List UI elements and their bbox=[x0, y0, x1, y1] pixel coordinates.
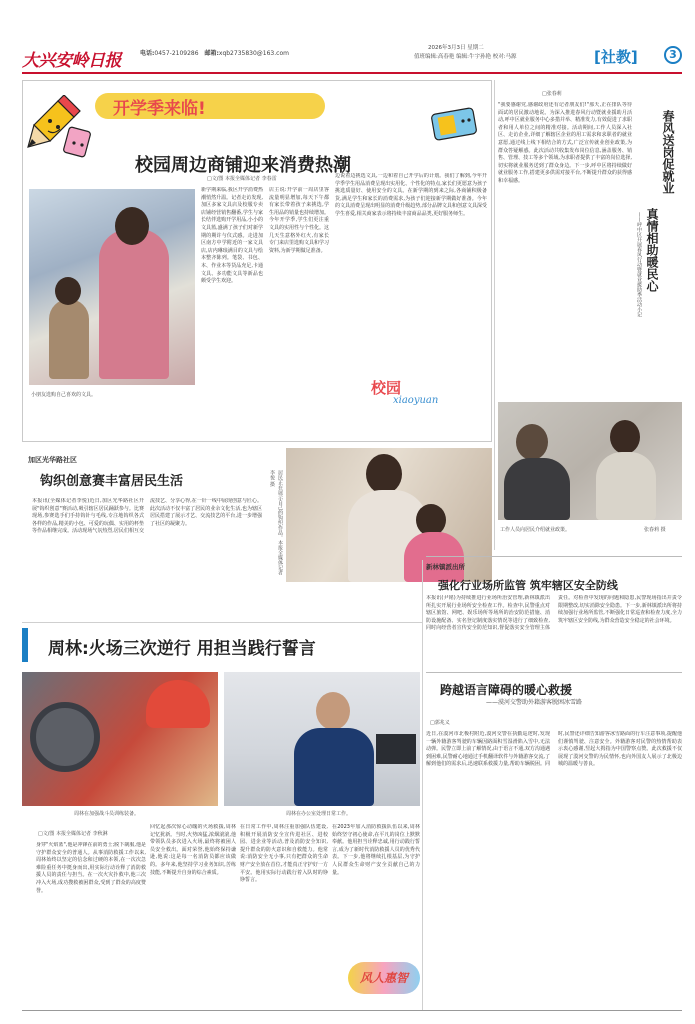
article-byline: □郭兆义 bbox=[430, 720, 450, 726]
phone-number: 0457-2109286 bbox=[154, 50, 199, 57]
article-headline: 钩织创意赛丰富居民生活 bbox=[40, 474, 184, 489]
section-divider bbox=[22, 622, 422, 623]
email-address: xqb2735830@163.com bbox=[218, 50, 289, 57]
article-subtitle: ——呼中区开展春风行动暨就业援助季活动小记 bbox=[636, 212, 642, 317]
column-divider bbox=[422, 560, 423, 1010]
page-number-badge: 3 bbox=[664, 46, 682, 64]
article-byline: □张春莉 bbox=[542, 91, 562, 97]
pencil-cartoon-icon bbox=[26, 95, 96, 167]
banner-title: 开学季来临! bbox=[113, 99, 206, 119]
stationery-shop-photo bbox=[29, 189, 195, 385]
article-headline: 跨越语言障碍的暖心救援 bbox=[440, 683, 573, 697]
article-headline: 校园周边商铺迎来消费热潮 bbox=[135, 155, 351, 176]
vertical-headline-2: 真情相助暖民心 bbox=[645, 208, 659, 292]
article-school-stores bbox=[22, 80, 492, 442]
article-byline: □文/图 本报全媒体记者 李春雷 bbox=[207, 176, 277, 182]
footer-badge: 风人惠智 bbox=[348, 962, 420, 994]
article-body: 本报讯(尹铭)为持续推进行业场所治安管理,新林镇派出所扎实开展行业场所安全检查工作。检查中,民警重点对辖区旅馆、网吧、娱乐场所等场所的治安防范措施、消防设施配备、实名登记制度落实情况等进行了细致检查,同时向经营者宣传安全防范知识,督促落实安全管理主体责任。对检查中发现的问题和隐患,民警现场指出并责令限期整改,切实消除安全隐患。下一步,新林镇派出所将持续加强行业场所监管,不断强化日常巡查和检查力度,全力筑牢辖区安全防线,为群众营造安全稳定的社会环境。 bbox=[426, 595, 682, 632]
article-body: 本报讯(全媒体记者李悦)近日,加区光华路社区开展"钩织创意"赛活动,吸引辖区居民踊跃参与。比赛现场,参赛选手们手持钩针与毛线,专注地钩织各式各样的作品,精美的小包、可爱的玩偶、实用的杯垫等作品相继完成。活动现场气氛热烈,居民们相互交流技艺、分享心得,在一针一线中展现创意与匠心。此次活动不仅丰富了居民的业余文化生活,也为辖区居民搭建了展示才艺、交流技艺的平台,进一步增强了社区的凝聚力。 bbox=[32, 498, 262, 535]
article-column-1: 新学期来临,我区开学消费热潮悄然升温。记者走访发现,加区多家文具店及校服专卖店铺经营销售翻番,学生与家长结伴选购开学用品,小小的文具篮,盛满了孩子们对新学期的期许与仪式感。走进加区南方中学附近的一家文具店,店内琳琅满目的文具与绘本整齐陈列。笔袋、书包、本、作业本等货品充足,卡通文具、多功能文具等新品也颇受学生欢迎。 bbox=[201, 187, 263, 285]
photo-caption: 居民正在展示自己的钩织作品。本报全媒体记者 李悦 摄 bbox=[269, 470, 283, 575]
article-rescue bbox=[426, 672, 682, 1012]
photo-caption: 工作人员向居民介绍就业政策。 bbox=[500, 527, 571, 533]
article-headline: 强化行业场所监管 筑牢辖区安全防线 bbox=[438, 579, 618, 592]
masthead-rule bbox=[22, 72, 682, 74]
article-column-2: 回忆起那次惊心动魄的火场救援,周林记忆犹新。当时,火势凶猛,浓烟滚滚,他带领队员多次进入火场,最终将被困人员安全救出。面对荣誉,他始终保持谦逊,他说:这是每一名消防员都应该做的。多年来,他坚持学习业务知识,苦练技能,不断提升自身的综合素质。 bbox=[150, 824, 236, 876]
vertical-headline-1: 春风送岗促就业 bbox=[661, 110, 675, 194]
article-body: 近日,在漠河市北极村附近,漠河交警在执勤巡逻时,发现一辆外籍游客驾驶的车辆因路面积雪湿滑陷入雪中,无法动弹。民警立即上前了解情况,由于语言不通,双方沟通遇到困难,民警耐心地通过手机翻译软件与外籍游客交流,了解到他们的需求后,迅速联系救援力量,帮助车辆脱困。同时,民警还详细告知游客冰雪路面的行车注意事项,提醒他们谨慎驾驶、注意安全。外籍游客对民警的热情帮助表示衷心感谢,竖起大拇指为中国警察点赞。此次救援不仅展现了漠河交警的为民情怀,也向外国友人展示了北极边城的温暖与善良。 bbox=[426, 731, 682, 768]
column-divider bbox=[494, 80, 495, 550]
article-column-3: 边说着边挑选文具,一边和着自己开学后的计划。我们了解到,今年开学季学生用品消费呈现出实用化、个性化的特点,家长们更愿意为孩子挑选质量好、使用安全的文具。在新学期的到来之际,各商铺积极备货,满足学生和家长的消费需求,为孩子们迎接新学期做好准备。今年的文具消费呈现出明显的消费升级趋势,部分品牌文具和创意文具深受学生喜爱,相关商家表示将持续丰富商品品类,更好服务师生。 bbox=[335, 173, 487, 217]
article-body: "我要感谢党,感谢政府还有记者朋友们!"那天,正在排队等待面试的居民激动地说。为深入推进春风行动暨就业援助月活动,呼中区就业服务中心多措并举、精准发力,有效促进了求职者和用人单位之间的精准对接。活动期间,工作人员深入社区、走访企业,详细了解辖区企业的用工需求和求职者的就业意愿,通过线上线下相结合的方式,广泛宣传就业创业政策,为群众答疑解惑。此次活动共收集发布岗位信息,涵盖服务、销售、管理、技工等多个领域,为求职者提供了丰富的岗位选择,切实将就业服务送到了群众身边。下一步,呼中区将持续做好就业服务工作,搭建更多供需对接平台,不断提升群众的获得感和幸福感。 bbox=[498, 102, 632, 184]
issue-date: 2026年3月3日 星期二 bbox=[428, 45, 484, 51]
article-spring-employment bbox=[498, 80, 682, 550]
section-label: [社教] bbox=[594, 48, 638, 66]
photo-caption: 周林在加强战斗员训练装备。 bbox=[74, 811, 140, 817]
headline-bar bbox=[22, 628, 28, 662]
masthead bbox=[22, 44, 682, 72]
eraser-icon bbox=[427, 93, 485, 151]
article-kicker: 新林镇派出所 bbox=[426, 563, 465, 571]
article-kicker: 加区光华路社区 bbox=[28, 456, 77, 464]
newspaper-logo: 大兴安岭日报 bbox=[22, 51, 121, 71]
article-xinlin-police bbox=[426, 556, 682, 666]
article-column-2: 店主说:开学前一周店里客流量明显增加,每天下午都有家长带着孩子来挑选,学生用品的销量也持续增加。今年开学季,学生们更注重文具的实用性与个性化。这几天生意格外红火,有家长专门来店里选购文具和学习资料,为新学期做足准备。 bbox=[269, 187, 329, 254]
firefighter-equipment-photo bbox=[22, 672, 218, 806]
photo-caption: 周林在办公室处理日常工作。 bbox=[286, 811, 352, 817]
column-tag: 校园 xiaoyuan bbox=[371, 379, 439, 406]
bottom-rule bbox=[22, 1010, 682, 1011]
article-firefighter bbox=[22, 628, 420, 1002]
article-column-4: 在2023年加入消防救援队伍以来,周林始终坚守初心使命,在平凡的岗位上默默奉献。他用担当诠释忠诚,用行动践行誓言,成为了新时代消防救援人员的优秀代表。下一步,他将继续扎根基层,为守护人民群众生命财产安全贡献自己的力量。 bbox=[332, 824, 420, 876]
article-subtitle: ——漠河交警助外籍游客脱困冰雪路 bbox=[486, 699, 583, 706]
article-headline: 周林:火场三次逆行 用担当践行誓言 bbox=[48, 639, 316, 659]
contact-info: 电话:0457-2109286 邮箱:xqb2735830@163.com bbox=[140, 50, 289, 57]
employment-photo bbox=[498, 402, 682, 520]
article-column-3: 在日常工作中,周林注重加强队伍建设,积极开展消防安全宣传进社区、进校园、进企业等活动,普及消防安全知识,提升群众的防火意识和自救能力。他常说:消防安全无小事,只有把群众的生命财产安全放在首位,才能真正守护好一方平安。他用实际行动践行着入队时的铮铮誓言。 bbox=[240, 824, 328, 884]
photo-credit: 张春莉 摄 bbox=[644, 527, 666, 533]
article-byline: □文/图 本报全媒体记者 李秋淋 bbox=[38, 831, 108, 837]
firefighter-office-photo bbox=[224, 672, 420, 806]
photo-caption: 小朋友选购自己喜欢的文具。 bbox=[31, 392, 97, 398]
editor-credits: 值班编辑:高春艳 编辑:牛宇孙艳 校对:马源 bbox=[414, 54, 517, 60]
article-column-1: 身穿"火焰蓝",他是冲锋在前的勇士;脱下制服,他是守护群众安全的普通人。从事消防救援工作以来,周林始终以坚定的信念和过硬的本领,在一次次急难险重任务中挺身而出,用实际行动诠释了消防救援人员的责任与担当。在一次火灾扑救中,他三次冲入火场,成功搜救被困群众,受到了群众的高度赞誉。 bbox=[36, 842, 146, 894]
